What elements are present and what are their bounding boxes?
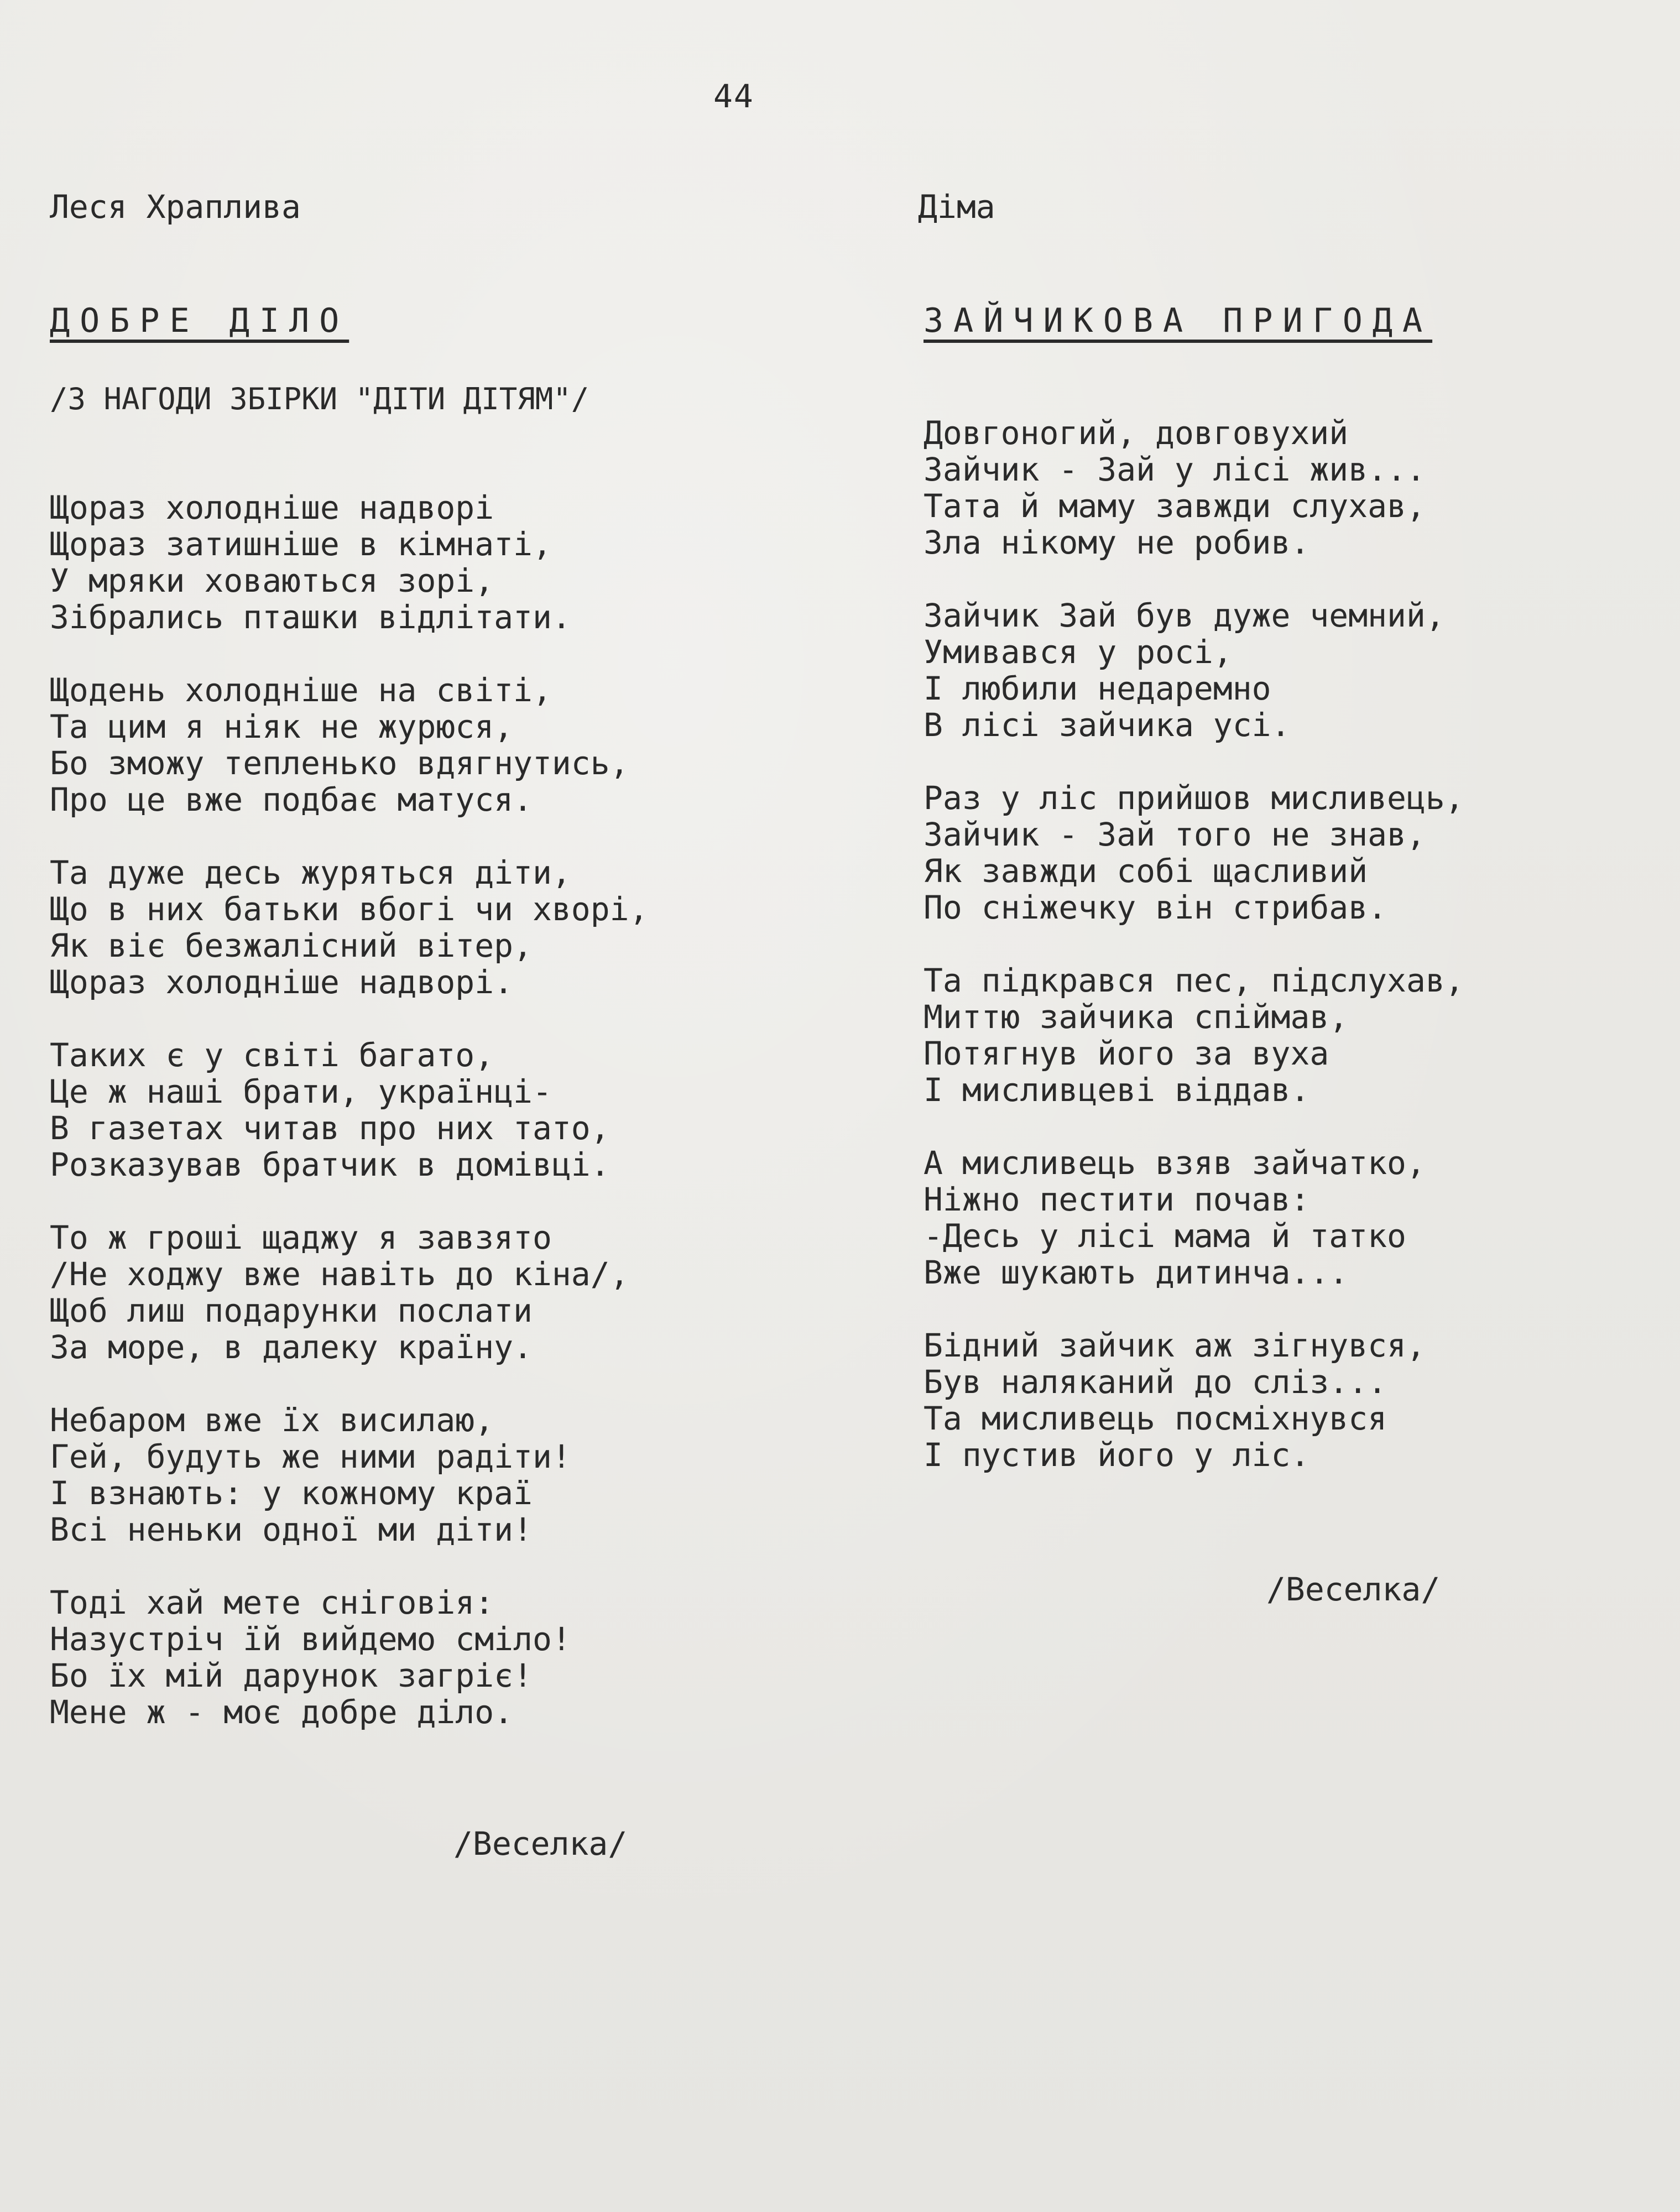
poem-line: Гей, будуть же ними радіти! (50, 1438, 571, 1475)
right-poem-author: Діма (918, 188, 995, 226)
stanza (50, 854, 649, 1000)
poem-line: Щоб лиш подарунки послати (50, 1292, 533, 1329)
poem-line: Умивався у росі, (924, 633, 1233, 671)
stanza (50, 1219, 649, 1365)
poem-line: По сніжечку він стрибав. (924, 889, 1387, 926)
poem-line: Бідний зайчик аж зігнувся, (924, 1327, 1426, 1364)
poem-line: Бо їх мій дарунок загріє! (50, 1657, 533, 1694)
stanza (50, 489, 649, 635)
poem-line: Про це вже подбає матуся. (50, 781, 533, 818)
poem-line: Був наляканий до сліз... (924, 1363, 1387, 1401)
poem-line: Довгоногий, довговухий (924, 414, 1349, 452)
poem-line: І пустив його у ліс. (924, 1436, 1310, 1474)
left-poem-source: /Веселка/ (453, 1825, 628, 1863)
poem-line: -Десь у лісі мама й татко (924, 1217, 1406, 1255)
poem-line: Як віє безжалісний вітер, (50, 927, 533, 964)
poem-line: В лісі зайчика усі. (924, 706, 1291, 744)
poem-line: І мисливцеві віддав. (924, 1071, 1310, 1109)
poem-line: Вже шукають дитинча... (924, 1254, 1349, 1291)
poem-line: То ж гроші щаджу я завзято (50, 1219, 552, 1256)
poem-line: Всі неньки одної ми діти! (50, 1511, 533, 1548)
poem-line: Це ж наші брати, українці- (50, 1073, 552, 1110)
poem-line: А мисливець взяв зайчатко, (924, 1144, 1426, 1182)
poem-line: Та цим я ніяк не журюся, (50, 708, 514, 745)
poem-line: І взнають: у кожному краї (50, 1474, 533, 1512)
stanza (924, 780, 1464, 926)
poem-line: Та дуже десь журяться діти, (50, 854, 571, 891)
poem-line: Щодень холодніше на світі, (50, 671, 552, 709)
left-poem-title: ДОБРЕ ДІЛО (50, 301, 349, 340)
poem-line: Назустріч їй вийдемо сміло! (50, 1620, 571, 1658)
poem-line: Та підкрався пес, підслухав, (924, 962, 1464, 999)
poem-line: І любили недаремно (924, 670, 1271, 707)
poem-line: Зайчик - Зай у лісі жив... (924, 451, 1426, 488)
poem-line: Миттю зайчика спіймав, (924, 998, 1349, 1036)
poem-line: Небаром вже їх висилаю, (50, 1401, 494, 1439)
poem-line: Бо зможу тепленько вдягнутись, (50, 744, 629, 782)
stanza (924, 1327, 1464, 1473)
poem-line: Тата й маму завжди слухав, (924, 487, 1426, 525)
poem-line: Тоді хай мете сніговія: (50, 1584, 494, 1621)
poem-line: Що в них батьки вбогі чи хворі, (50, 890, 649, 928)
poem-line: Як завжди собі щасливий (924, 852, 1368, 890)
stanza (50, 1037, 649, 1183)
right-poem-title: ЗАЙЧИКОВА ПРИГОДА (924, 301, 1433, 340)
poem-line: Щораз затишніше в кімнаті, (50, 525, 552, 563)
stanza (50, 672, 649, 818)
left-poem-subtitle: /З НАГОДИ ЗБІРКИ "ДІТИ ДІТЯМ"/ (50, 382, 589, 416)
poem-line: Розказував братчик в домівці. (50, 1146, 610, 1183)
poem-line: Раз у ліс прийшов мисливець, (924, 779, 1464, 817)
poem-line: У мряки ховаються зорі, (50, 562, 494, 599)
left-poem-author: Леся Храплива (50, 188, 301, 226)
stanza (924, 1145, 1464, 1291)
poem-line: Щораз холодніше надворі (50, 489, 494, 526)
poem-line: Зла нікому не робив. (924, 524, 1310, 561)
left-poem-body (50, 489, 649, 1767)
right-poem-source: /Веселка/ (1266, 1571, 1441, 1608)
stanza (924, 597, 1464, 743)
poem-line: Зайчик - Зай того не знав, (924, 816, 1426, 853)
stanza (50, 1402, 649, 1548)
poem-line: За море, в далеку країну. (50, 1328, 533, 1366)
stanza (924, 415, 1464, 561)
stanza (50, 1584, 649, 1730)
poem-line: Таких є у світі багато, (50, 1036, 494, 1074)
poem-line: Зібрались пташки відлітати. (50, 598, 571, 636)
poem-line: Потягнув його за вуха (924, 1035, 1329, 1072)
poem-line: Зайчик Зай був дуже чемний, (924, 597, 1445, 634)
poem-line: Щораз холодніше надворі. (50, 963, 514, 1001)
poem-line: Та мисливець посміхнувся (924, 1400, 1387, 1437)
poem-line: /Не ходжу вже навіть до кіна/, (50, 1255, 629, 1293)
poem-line: Ніжно пестити почав: (924, 1181, 1310, 1218)
stanza (924, 962, 1464, 1108)
page-number: 44 (713, 77, 754, 115)
right-poem-body (924, 415, 1464, 1510)
poem-line: В газетах читав про них тато, (50, 1109, 610, 1147)
poem-line: Мене ж - моє добре діло. (50, 1693, 514, 1731)
